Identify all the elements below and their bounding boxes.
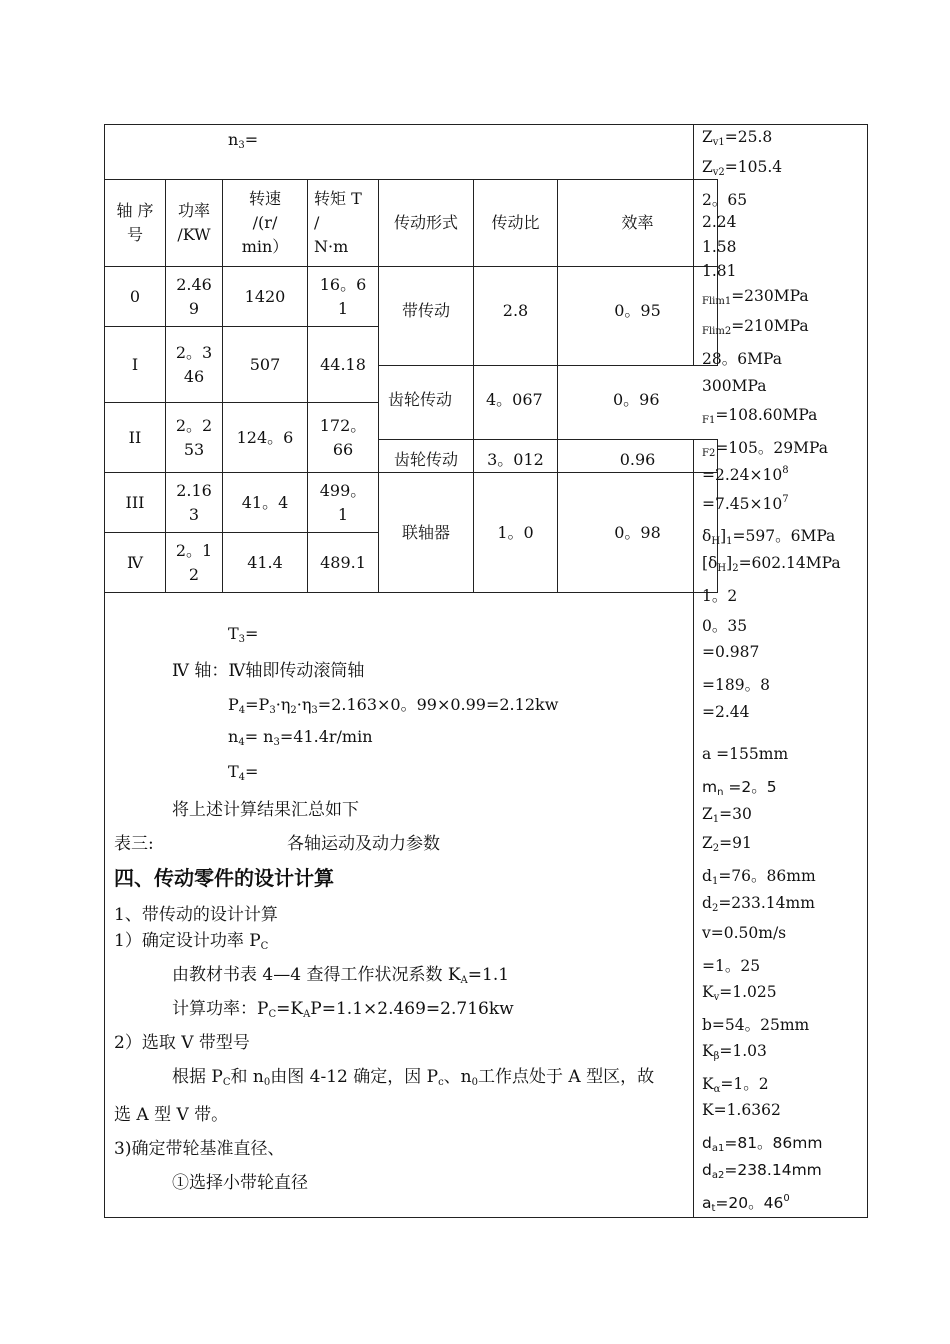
torque-cell: 172。 66 <box>308 403 379 473</box>
header-torque: 转矩 T / N·m <box>308 180 379 267</box>
right-value: $_{F2}$=105。29MPa <box>702 439 828 459</box>
right-value: b=54。25mm <box>702 1016 810 1034</box>
torque-cell: 489.1 <box>308 533 379 593</box>
select-small-pulley: ①选择小带轮直径 <box>172 1173 308 1193</box>
axis-cell: I <box>105 327 166 403</box>
power-cell: 2.46 9 <box>166 267 223 327</box>
n3-label: $n_3=$ <box>228 130 259 151</box>
subsection-belt: 1、带传动的设计计算 <box>114 905 278 925</box>
axis4-title: Ⅳ 轴：Ⅳ轴即传动滚筒轴 <box>172 661 365 681</box>
right-value: $m_n =2$。5 <box>702 778 777 798</box>
form-cell: 联轴器 <box>379 473 474 593</box>
table-row <box>105 473 718 533</box>
belt-type-text: 根据 $P_C$和 $n_0$由图 4-12 确定，因 $P_c$、$n_0$工作点处于 A 型区，故 <box>172 1067 655 1088</box>
speed-cell: 41.4 <box>223 533 308 593</box>
right-value: $Z_2=91$ <box>702 834 752 854</box>
axis-cell: 0 <box>105 267 166 327</box>
efficiency-cell: 0.96 <box>558 403 718 473</box>
efficiency-cell: 0。98 <box>558 473 718 593</box>
right-value: $d_{a2}=238.14mm$ <box>702 1161 822 1181</box>
speed-cell: 1420 <box>223 267 308 327</box>
axis-cell: III <box>105 473 166 533</box>
torque-cell: 44.18 <box>308 327 379 403</box>
right-value: 1.81 <box>702 262 737 280</box>
form-cell: 带传动 <box>379 267 474 403</box>
power-cell: 2。3 46 <box>166 327 223 403</box>
step-belt-type: 2）选取 V 带型号 <box>114 1033 250 1053</box>
header-power: 功率 /KW <box>166 180 223 267</box>
power-calc-text: 计算功率：$P_C=K_AP=1.1\times 2.469=2.716kw$ <box>172 999 514 1020</box>
work-factor-text: 由教材书表 4—4 查得工作状况系数 $K_A=1.1$ <box>172 965 510 986</box>
right-value: $Z_1=30$ <box>702 805 752 825</box>
axis-cell: Ⅳ <box>105 533 166 593</box>
speed-cell: 507 <box>223 327 308 403</box>
right-value: =2.44 <box>702 703 750 721</box>
table-label: 表三: <box>114 834 154 854</box>
right-value: $d_2=233.14mm$ <box>702 894 815 914</box>
right-value: 1。2 <box>702 587 738 605</box>
ratio-cell: 1。0 <box>474 473 558 593</box>
summary-text: 将上述计算结果汇总如下 <box>172 800 359 820</box>
t4-label: $T_4=$ <box>228 762 259 783</box>
right-value: 0。35 <box>702 617 748 635</box>
form-cell: 齿轮传动 <box>388 390 453 409</box>
belt-type-text-2: 选 A 型 V 带。 <box>114 1105 229 1125</box>
axis-cell: II <box>105 403 166 473</box>
right-value: a =155mm <box>702 745 789 763</box>
header-axis: 轴 序 号 <box>105 180 166 267</box>
step-design-power: 1）确定设计功率 $P_C$ <box>114 931 269 952</box>
gear-drive-row <box>379 365 718 440</box>
table-caption: 各轴运动及动力参数 <box>287 834 440 854</box>
right-value: 300MPa <box>702 377 767 395</box>
right-value: $d_{a1}=81$。86mm <box>702 1134 823 1154</box>
ratio-cell: 3。012 <box>474 403 558 473</box>
right-value: =189。8 <box>702 676 770 694</box>
form-cell: 齿轮传动 <box>379 403 474 473</box>
right-value: =0.987 <box>702 643 760 661</box>
speed-cell: 124。6 <box>223 403 308 473</box>
right-value: v=0.50m/s <box>702 924 787 942</box>
right-value: $_{F1}$=108.60MPa <box>702 406 818 426</box>
section-title: 四、传动零件的设计计算 <box>114 866 334 890</box>
power-cell: 2.16 3 <box>166 473 223 533</box>
right-value: 2。65 <box>702 191 748 209</box>
t3-label: $T_3=$ <box>228 624 259 645</box>
right-value: $Z_{v1}=25.8$ <box>702 128 773 148</box>
right-value: $K_v=1.025$ <box>702 983 777 1003</box>
ratio-cell: 4。067 <box>486 390 543 409</box>
right-value: K=1.6362 <box>702 1101 781 1119</box>
right-value: $K_\beta=1.03$ <box>702 1042 767 1062</box>
efficiency-cell: 0。96 <box>613 390 660 409</box>
cell-divider <box>473 366 474 441</box>
cell-divider <box>557 366 558 441</box>
right-value: 28。6MPa <box>702 350 782 368</box>
right-value: $\delta_H]_1=597$。6MPa <box>702 527 836 547</box>
right-value: $=7.45\times 10^7$ <box>702 494 789 513</box>
right-value: $a_t=20$。$46^0$ <box>702 1193 790 1214</box>
table-row <box>105 267 718 327</box>
right-value: 1.58 <box>702 238 737 256</box>
right-value: $K_\alpha=1$。2 <box>702 1075 769 1095</box>
right-value: $_{Flim1}$=230MPa <box>702 287 809 307</box>
power-cell: 2。1 2 <box>166 533 223 593</box>
power-cell: 2。2 53 <box>166 403 223 473</box>
header-ratio: 传动比 <box>474 180 558 267</box>
header-efficiency: 效率 <box>558 180 718 267</box>
right-value: $Z_{v2}=105.4$ <box>702 158 783 178</box>
right-value: =1。25 <box>702 957 761 975</box>
n4-formula: $n_4= n_3=41.4r/\min$ <box>228 727 373 748</box>
right-value: 2.24 <box>702 213 737 231</box>
efficiency-cell: 0。95 <box>558 267 718 403</box>
speed-cell: 41。4 <box>223 473 308 533</box>
step-pulley-diameter: 3)确定带轮基准直径、 <box>114 1139 285 1159</box>
p4-formula: $P_4=P_3\cdot\eta_2\cdot\eta_3=2.163\times 0$。99×0.99=2.12kw <box>228 695 559 716</box>
torque-cell: 16。6 1 <box>308 267 379 327</box>
header-speed: 转速 /(r/ min） <box>223 180 308 267</box>
ratio-cell: 2.8 <box>474 267 558 403</box>
right-value: $[\delta_H]_2=602.14MPa$ <box>702 554 841 574</box>
right-value: $_{Flim2}$=210MPa <box>702 317 809 337</box>
right-value: $d_1=76$。86mm <box>702 867 816 887</box>
table-header-row <box>105 180 718 267</box>
torque-cell: 499。 1 <box>308 473 379 533</box>
header-form: 传动形式 <box>379 180 474 267</box>
right-value: $=2.24\times 10^8$ <box>702 465 789 484</box>
